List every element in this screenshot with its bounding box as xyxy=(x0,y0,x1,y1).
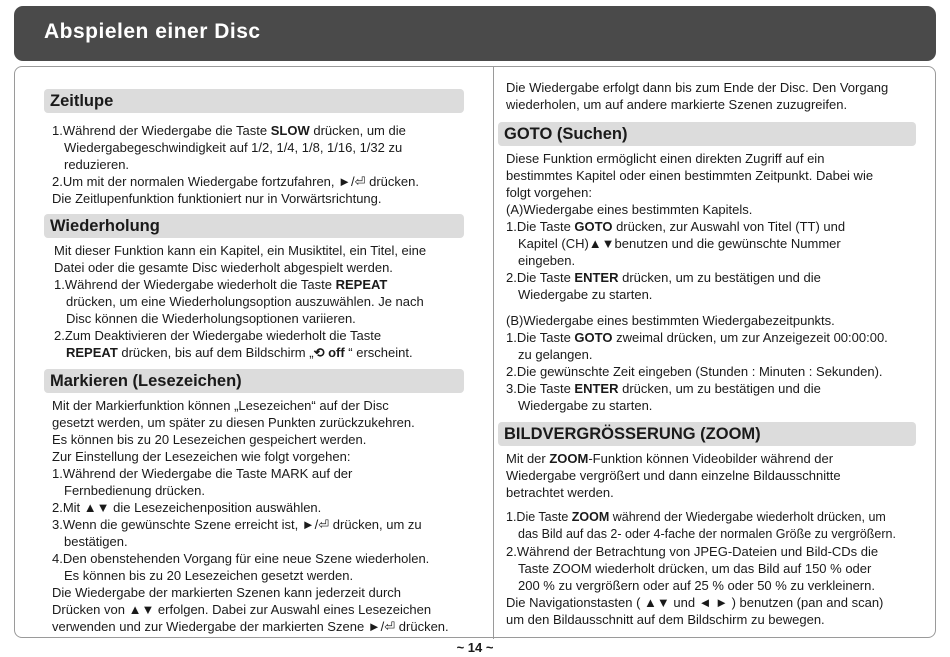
text-line: REPEAT drücken, bis auf dem Bildschirm „⟲ off “ erscheint. xyxy=(66,345,413,360)
play-enter-icon: ►/⏎ xyxy=(367,619,396,634)
section-title-goto: GOTO (Suchen) xyxy=(498,122,916,146)
section-title-markieren: Markieren (Lesezeichen) xyxy=(44,369,464,393)
text-line: 2.Während der Betrachtung von JPEG-Dateien und Bild-CDs die xyxy=(506,544,879,559)
text-line: Es können bis zu 20 Lesezeichen gesetzt werden. xyxy=(64,568,354,583)
text-line: 1.Die Taste GOTO drücken, zur Auswahl von Titel (TT) und xyxy=(506,219,846,234)
text-line: 4.Den obenstehenden Vorgang für eine neue Szene wiederholen. xyxy=(52,551,430,566)
text-line: 1.Die Taste ZOOM während der Wiedergabe wiederholt drücken, um xyxy=(506,510,886,524)
text-line: 1.Während der Wiedergabe die Taste SLOW drücken, um die xyxy=(52,123,406,138)
text-line: gesetzt werden, um später zu diesen Punkten zurückzukehren. xyxy=(52,415,415,430)
repeat-off-icon: ⟲ off xyxy=(313,345,345,360)
text-line: Die Zeitlupenfunktion funktioniert nur in Vorwärtsrichtung. xyxy=(52,191,382,206)
text-line: 2.Die gewünschte Zeit eingeben (Stunden : Minuten : Sekunden). xyxy=(506,364,883,379)
text-line: wiederholen, um auf andere markierte Szenen zuzugreifen. xyxy=(506,97,848,112)
text-line: verwenden und zur Wiedergabe der markierten Szene ►/⏎ drücken. xyxy=(52,619,449,634)
text-line: reduzieren. xyxy=(64,157,130,172)
text-line: Mit der Markierfunktion können „Lesezeichen“ auf der Disc xyxy=(52,398,389,413)
text-line: (A)Wiedergabe eines bestimmten Kapitels. xyxy=(506,202,753,217)
text-line: Fernbedienung drücken. xyxy=(64,483,205,498)
text-line: eingeben. xyxy=(518,253,576,268)
text-line: 3.Die Taste ENTER drücken, um zu bestätigen und die xyxy=(506,381,821,396)
text-line: 2.Um mit der normalen Wiedergabe fortzufahren, ►/⏎ drücken. xyxy=(52,174,419,189)
text-line: Zur Einstellung der Lesezeichen wie folgt vorgehen: xyxy=(52,449,351,464)
text-line: Wiedergabe zu starten. xyxy=(518,398,653,413)
section-title-zoom: BILDVERGRÖSSERUNG (ZOOM) xyxy=(498,422,916,446)
right-column xyxy=(493,67,937,639)
text-line: Wiedergabegeschwindigkeit auf 1/2, 1/4, 1/8, 1/16, 1/32 zu xyxy=(64,140,403,155)
text-line: Wiedergabe vergrößert und dann einzelne Bildausschnitte xyxy=(506,468,841,483)
text-line: 200 % zu vergrößern oder auf 25 % oder 50 % zu verkleinern. xyxy=(518,578,875,593)
section-title-zeitlupe: Zeitlupe xyxy=(44,89,464,113)
page-number: ~ 14 ~ xyxy=(456,640,494,655)
text-line: um den Bildausschnitt auf dem Bildschirm zu bewegen. xyxy=(506,612,825,627)
goto-text xyxy=(506,150,888,414)
text-line: 2.Zum Deaktivieren der Wiedergabe wiederholt die Taste xyxy=(54,328,382,343)
text-line: (B)Wiedergabe eines bestimmten Wiedergabezeitpunkts. xyxy=(506,313,835,328)
text-line: bestätigen. xyxy=(64,534,128,549)
text-line: Mit der ZOOM-Funktion können Videobilder während der xyxy=(506,451,834,466)
text-line: bestimmtes Kapitel oder einen bestimmten Zeitpunkt. Dabei wie xyxy=(506,168,874,183)
text-line: drücken, um eine Wiederholungsoption auszuwählen. Je nach xyxy=(66,294,424,309)
markieren-text xyxy=(52,397,449,635)
text-line: folgt vorgehen: xyxy=(506,185,593,200)
text-line: Die Wiedergabe der markierten Szenen kann jederzeit durch xyxy=(52,585,402,600)
page-header xyxy=(14,6,936,61)
wiederholung-text xyxy=(54,242,426,361)
zoom-text xyxy=(506,450,896,628)
page-title: Abspielen einer Disc xyxy=(44,20,261,43)
text-line: Disc können die Wiederholungsoptionen variieren. xyxy=(66,311,356,326)
text-line: 1.Die Taste GOTO zweimal drücken, um zur Anzeigezeit 00:00:00. xyxy=(506,330,888,345)
left-column xyxy=(15,67,493,639)
text-line: Die Navigationstasten ( ▲▼ und ◄ ► ) benutzen (pan and scan) xyxy=(506,595,884,610)
text-line: Diese Funktion ermöglicht einen direkten Zugriff auf ein xyxy=(506,151,825,166)
play-enter-icon: ►/⏎ xyxy=(338,174,366,189)
text-line: Mit dieser Funktion kann ein Kapitel, ein Musiktitel, ein Titel, eine xyxy=(54,243,427,258)
text-line: Die Wiedergabe erfolgt dann bis zum Ende der Disc. Den Vorgang xyxy=(506,80,889,95)
content-frame xyxy=(14,66,936,638)
text-line: betrachtet werden. xyxy=(506,485,614,500)
text-line: 1.Während der Wiedergabe die Taste MARK auf der xyxy=(52,466,353,481)
text-line: das Bild auf das 2- oder 4-fache der normalen Größe zu vergrößern. xyxy=(518,527,896,541)
text-line: 2.Mit ▲▼ die Lesezeichenposition auswählen. xyxy=(52,500,322,515)
text-line: Wiedergabe zu starten. xyxy=(518,287,653,302)
text-line: Datei oder die gesamte Disc wiederholt abgespielt werden. xyxy=(54,260,393,275)
text-line: Es können bis zu 20 Lesezeichen gespeichert werden. xyxy=(52,432,367,447)
text-line: 3.Wenn die gewünschte Szene erreicht ist, ►/⏎ drücken, um zu xyxy=(52,517,422,532)
text-line: Taste ZOOM wiederholt drücken, um das Bild auf 150 % oder xyxy=(518,561,872,576)
right-intro-text xyxy=(506,79,888,113)
zeitlupe-text xyxy=(52,122,419,207)
play-enter-icon: ►/⏎ xyxy=(301,517,330,532)
text-line: Drücken von ▲▼ erfolgen. Dabei zur Auswahl eines Lesezeichen xyxy=(52,602,432,617)
text-line: 2.Die Taste ENTER drücken, um zu bestätigen und die xyxy=(506,270,821,285)
text-line: Kapitel (CH)▲▼benutzen und die gewünschte Nummer xyxy=(518,236,841,251)
text-line: zu gelangen. xyxy=(518,347,593,362)
section-title-wiederholung: Wiederholung xyxy=(44,214,464,238)
text-line: 1.Während der Wiedergabe wiederholt die Taste REPEAT xyxy=(54,277,388,292)
